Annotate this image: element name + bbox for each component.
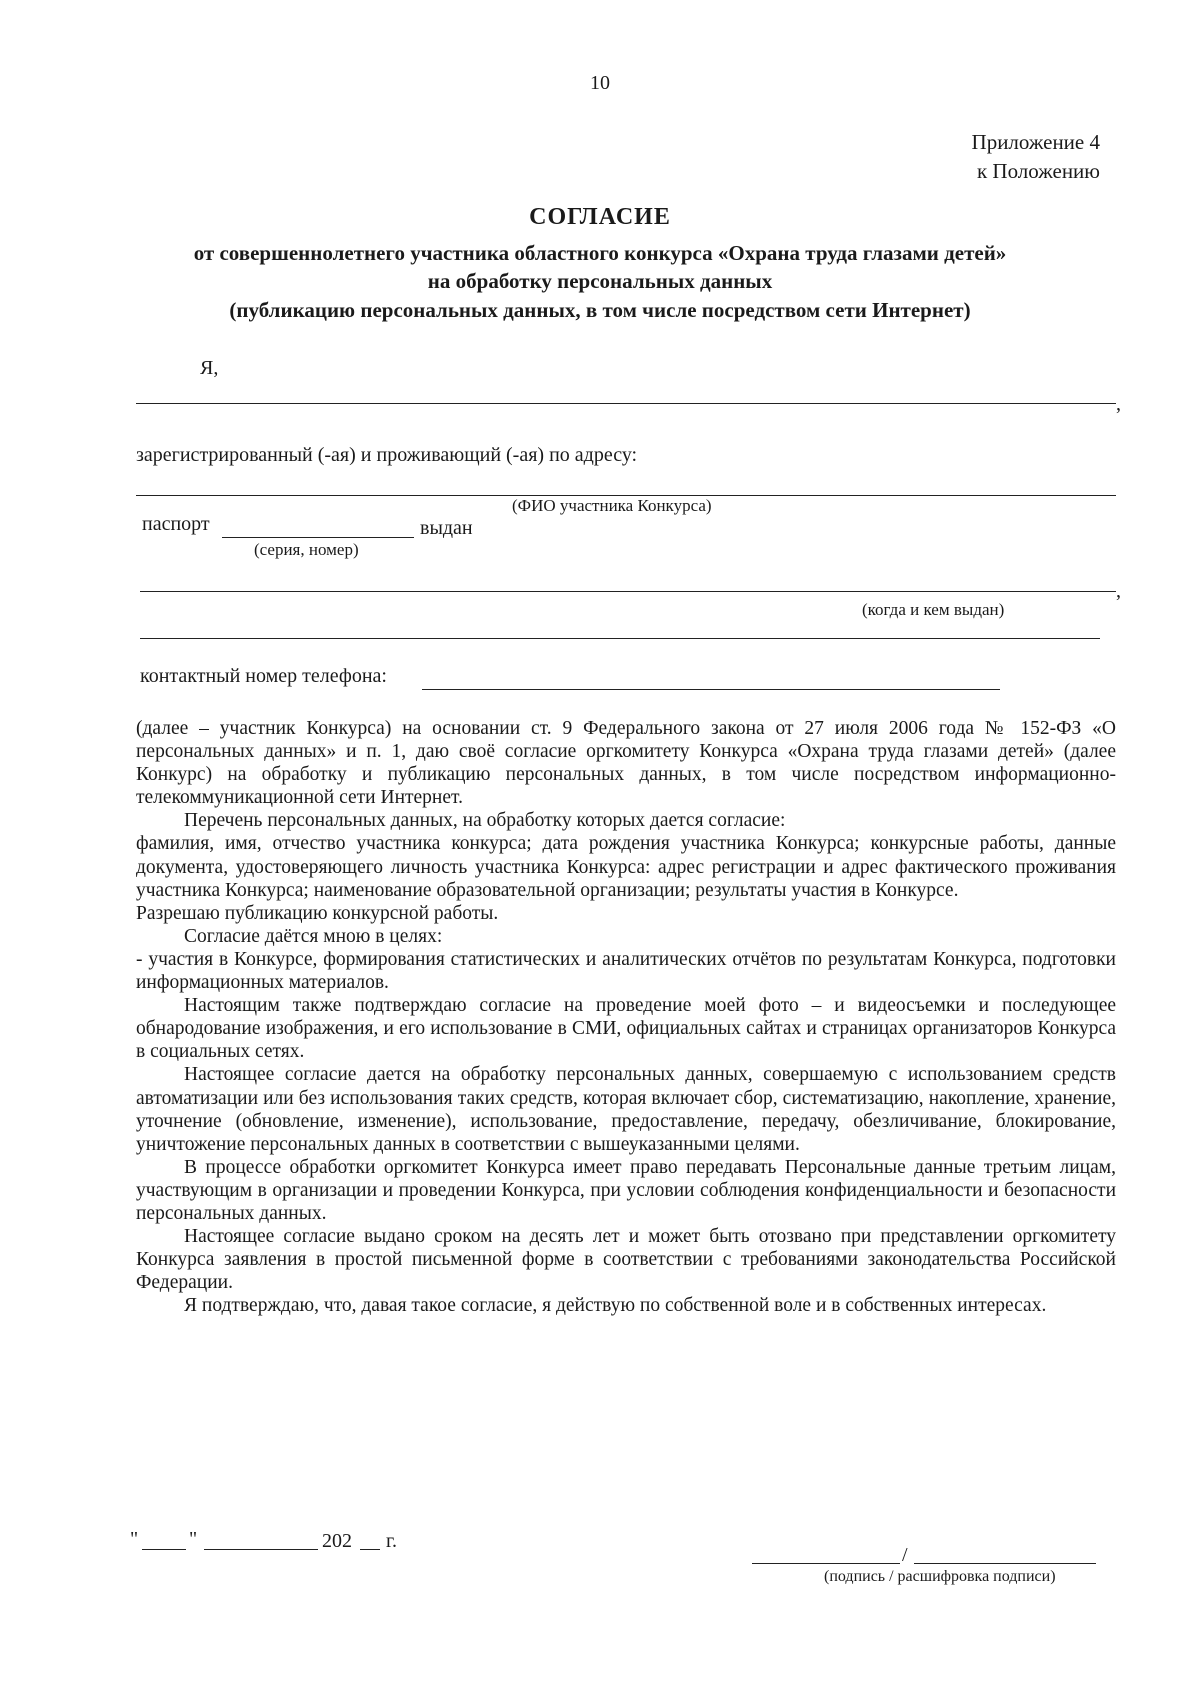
date-year-prefix: 202 xyxy=(322,1530,352,1552)
fio-blank-line[interactable] xyxy=(136,403,1116,404)
date-month-blank[interactable] xyxy=(204,1549,318,1550)
paragraph-processing-actions: Настоящее согласие дается на обработку персональных данных, совершаемую с использованием средств автоматизации или без использования таких средств, которая включает сбор, систематизацию, накопление, хранение, уточнение (обновление, изменение), использование, предоставление, передачу, обезличивание, блокирование, уничтожение персональных данных в соответствии с вышеуказанными целями. xyxy=(136,1064,1116,1155)
annex-line-1: Приложение 4 xyxy=(971,130,1100,154)
annex-line-2: к Положению xyxy=(976,159,1100,183)
signature-blank[interactable] xyxy=(752,1563,900,1564)
phone-blank-line[interactable] xyxy=(422,689,1000,690)
date-year-suffix: г. xyxy=(386,1530,397,1552)
signature-slash: / xyxy=(902,1544,908,1566)
series-number-hint: (серия, номер) xyxy=(254,540,359,559)
comma-1: , xyxy=(1116,393,1121,415)
comma-2: , xyxy=(1116,580,1121,602)
annex-reference xyxy=(972,128,1100,186)
paragraph-data-list-intro: Перечень персональных данных, на обработку которых дается согласие: xyxy=(184,810,786,832)
document-title: СОГЛАСИЕ xyxy=(529,204,671,230)
extra-blank-line[interactable] xyxy=(140,638,1100,639)
document-subtitle-1: от совершеннолетнего участника областного конкурса «Охрана труда глазами детей» xyxy=(193,241,1007,265)
address-label: зарегистрированный (-ая) и проживающий (-ая) по адресу: xyxy=(136,444,638,466)
paragraph-photo-video: Настоящим также подтверждаю согласие на проведение моей фото – и видеосъемки и последующее обнародование изображения, и его использование в СМИ, официальных сайтах и страницах организаторов Конкурса в социальных сетях. xyxy=(136,995,1116,1063)
issued-by-blank-line[interactable] xyxy=(140,591,1116,592)
passport-label: паспорт xyxy=(142,513,210,535)
signature-decryption-blank[interactable] xyxy=(914,1563,1096,1564)
date-quote-open: " xyxy=(130,1528,139,1550)
consent-body xyxy=(136,717,1116,1317)
paragraph-data-list: фамилия, имя, отчество участника конкурса; дата рождения участника Конкурса; конкурсные работы, данные документа, удостоверяющего личность участника Конкурса: адрес регистрации и адрес фактического проживания участника Конкурса; наименование образовательной организации; результаты участия в Конкурсе. xyxy=(136,833,1116,901)
paragraph-third-parties: В процессе обработки оргкомитет Конкурса имеет право передавать Персональные данные третьим лицам, участвующим в организации и проведении Конкурса, при условии соблюдения конфиденциальности и безопасности персональных данных. xyxy=(136,1156,1116,1224)
signature-caption: (подпись / расшифровка подписи) xyxy=(824,1568,1056,1585)
page-number: 10 xyxy=(590,72,610,94)
paragraph-purposes: - участия в Конкурсе, формирования статистических и аналитических отчётов по результатам Конкурса, подготовки информационных материалов. xyxy=(136,948,1116,994)
passport-number-blank[interactable] xyxy=(222,537,414,538)
fio-hint: (ФИО участника Конкурса) xyxy=(512,496,712,515)
document-subtitle-2: на обработку персональных данных xyxy=(427,269,773,293)
paragraph-legal-basis: (далее – участник Конкурса) на основании ст. 9 Федерального закона от 27 июля 2006 года № 152-ФЗ «О персональных данных» и п. 1, даю своё согласие оргкомитету Конкурса «Охрана труда глазами детей» (далее Конкурс) на обработку и публикацию персональных данных, в том числе посредством информационно-телекоммуникационной сети Интернет. xyxy=(136,718,1116,809)
date-day-blank[interactable] xyxy=(142,1549,186,1550)
date-year-blank[interactable] xyxy=(360,1549,380,1550)
document-subtitle-3: (публикацию персональных данных, в том числе посредством сети Интернет) xyxy=(229,298,971,322)
issued-label: выдан xyxy=(420,517,473,539)
paragraph-publication-permission: Разрешаю публикацию конкурсной работы. xyxy=(136,902,499,924)
issued-when-hint: (когда и кем выдан) xyxy=(862,600,1005,619)
phone-label: контактный номер телефона: xyxy=(140,665,387,687)
paragraph-term: Настоящее согласие выдано сроком на десять лет и может быть отозвано при представлении оргкомитету Конкурса заявления в простой письменной форме в соответствии с требованиями законодательства Российской Федерации. xyxy=(136,1226,1116,1294)
paragraph-purposes-intro: Согласие даётся мною в целях: xyxy=(184,925,443,947)
i-label: Я, xyxy=(200,357,219,379)
date-quote-close: " xyxy=(189,1528,198,1550)
paragraph-free-will: Я подтверждаю, что, давая такое согласие, я действую по собственной воле и в собственных интересах. xyxy=(184,1295,1047,1317)
